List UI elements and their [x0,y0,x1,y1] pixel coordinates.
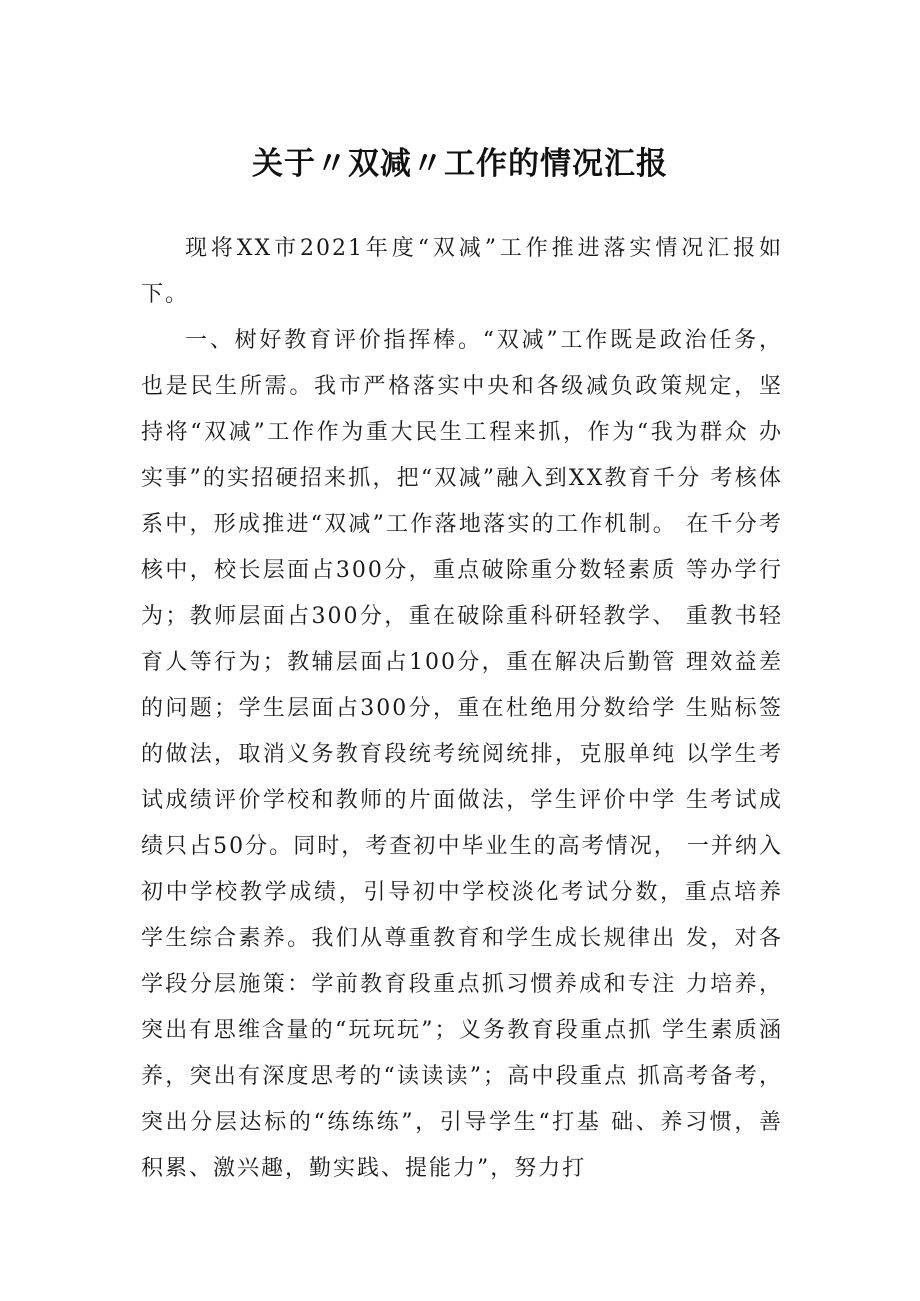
section-one-paragraph: 一、树好教育评价指挥棒。“双减”工作既是政治任务，也是民生所需。我市严格落实中央和各级减负政策规定，坚 持将“双减”工作作为重大民生工程来抓，作为“我为群众 办实事”的实招硬招来抓，把“双减”融入到XX教育千分 考核体系中，形成推进“双减”工作落地落实的工作机制。 在千分考核中，校长层面占300分，重点破除重分数轻素质 等办学行为；教师层面占300分，重在破除重科研轻教学、 重教书轻育人等行为；教辅层面占100分，重在解决后勤管 理效益差的问题；学生层面占300分，重在杜绝用分数给学 生贴标签的做法，取消义务教育段统考统阅统排，克服单纯 以学生考试成绩评价学校和教师的片面做法，学生评价中学 生考试成绩只占50分。同时，考查初中毕业生的高考情况， 一并纳入初中学校教学成绩，引导初中学校淡化考试分数，重点培养学生综合素养。我们从尊重教育和学生成长规律出 发，对各学段分层施策：学前教育段重点抓习惯养成和专注 力培养，突出有思维含量的“玩玩玩”；义务教育段重点抓 学生素质涵养，突出有深度思考的“读读读”；高中段重点 抓高考备考，突出分层达标的“练练练”，引导学生“打基 础、养习惯，善积累、激兴趣，勤实践、提能力”，努力打 [141,328,783,1181]
document-body [141,226,783,1192]
intro-paragraph: 现将XX市2021年度“双减”工作推进落实情况汇报如 下。 [141,236,783,307]
document-title: 关于〃双减〃工作的情况汇报 [252,146,668,182]
